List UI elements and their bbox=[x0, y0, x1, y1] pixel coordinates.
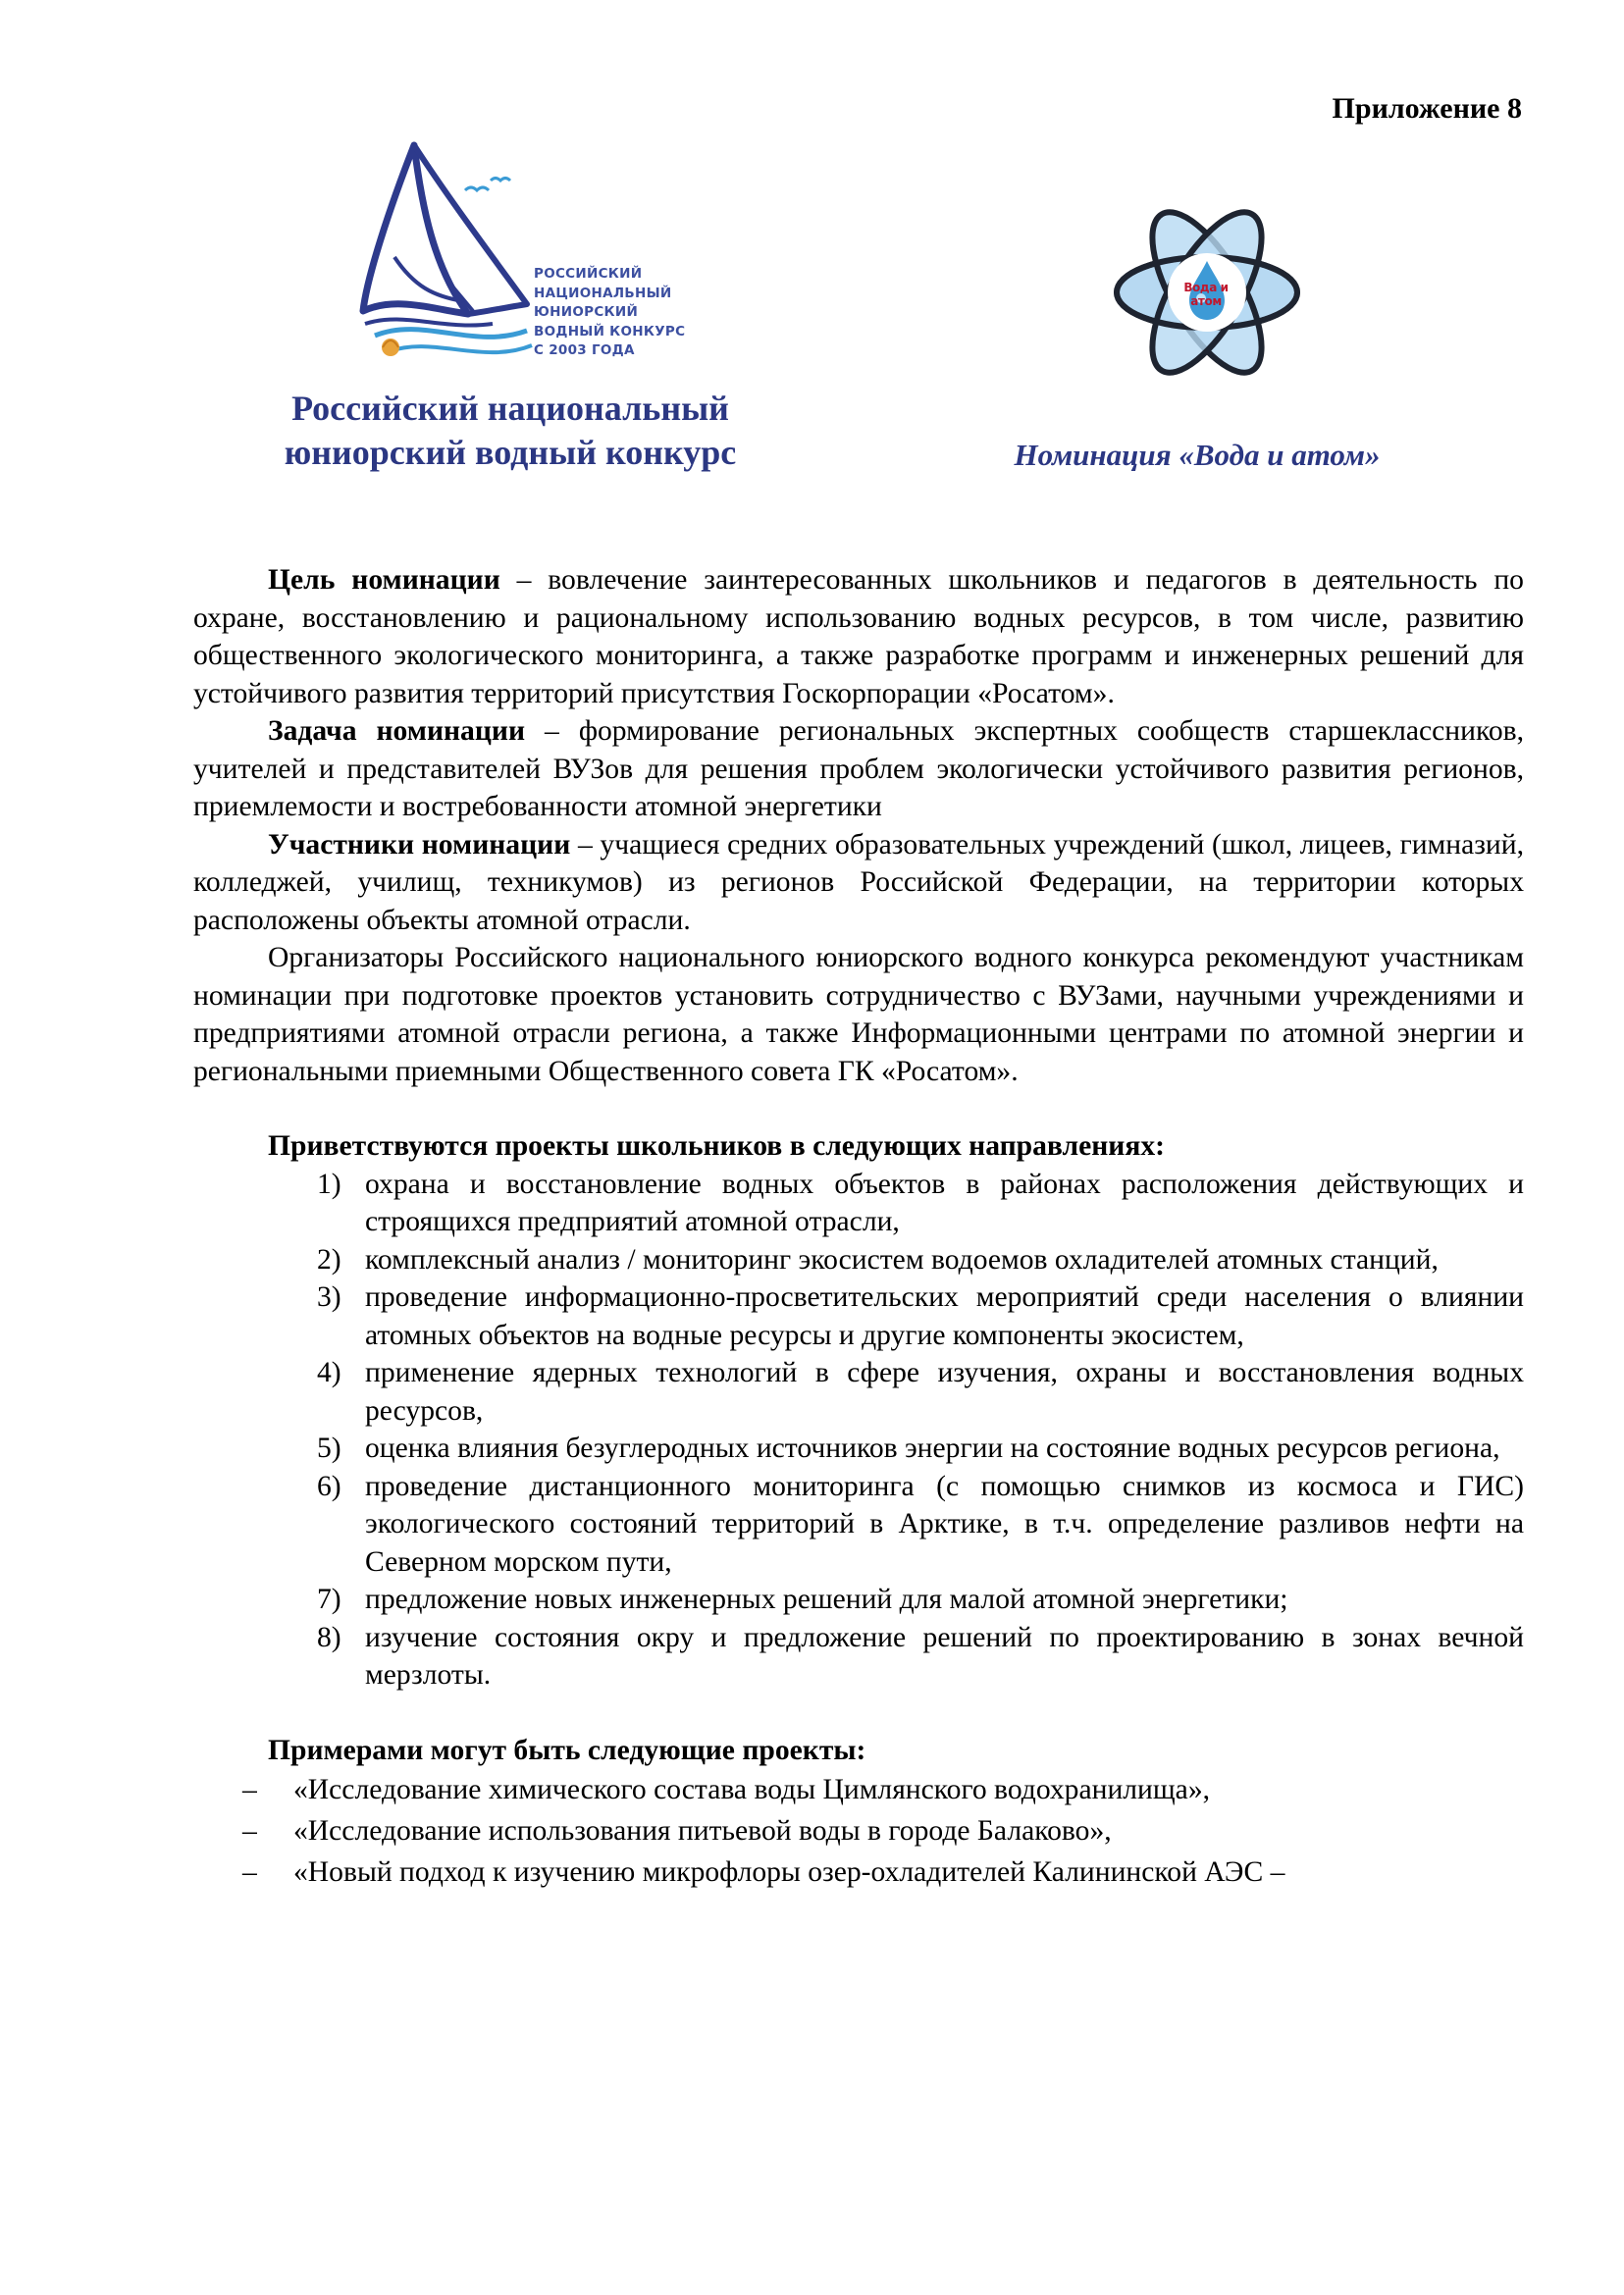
list-item bbox=[193, 1769, 1524, 1810]
list-item-number: 7) bbox=[317, 1584, 341, 1615]
list-item-text: предложение новых инженерных решений для малой атомной энергетики; bbox=[365, 1584, 1288, 1615]
list-item-number: 5) bbox=[317, 1433, 341, 1464]
paragraph-text: – вовлечение заинтересованных школьников и педагогов в деятельность по охране, восстановлению и рациональному использованию водных ресурсов, в том числе, развитию общественного экологического мониторинга, а также разработке программ и инженерных решений для устойчивого развития территорий присутствия Госкорпорации «Росатом». bbox=[193, 564, 1524, 709]
list-item-text: проведение информационно-просветительских мероприятий среди населения о влиянии атомных объектов на водные ресурсы и другие компоненты экосистем, bbox=[365, 1281, 1524, 1351]
paragraph-lead: Задача номинации bbox=[268, 715, 525, 747]
list-item bbox=[193, 1619, 1524, 1695]
dash-bullet-icon: – bbox=[242, 1774, 257, 1805]
contest-logo-text bbox=[534, 265, 685, 361]
list-item-number: 1) bbox=[317, 1168, 341, 1200]
list-item bbox=[193, 1278, 1524, 1354]
directions-list bbox=[193, 1166, 1524, 1695]
list-item-text: охрана и восстановление водных объектов в районах расположения действующих и строящихся предприятий атомной отрасли, bbox=[365, 1168, 1524, 1237]
nomination-title: Номинация «Вода и атом» bbox=[1014, 438, 1381, 472]
paragraph-lead: Участники номинации bbox=[268, 828, 571, 861]
logo-line: С 2003 ГОДА bbox=[534, 342, 635, 358]
list-item bbox=[193, 1430, 1524, 1468]
document-body bbox=[193, 561, 1524, 1893]
logo-line: НАЦИОНАЛЬНЫЙ bbox=[534, 285, 672, 301]
dash-bullet-icon: – bbox=[242, 1815, 257, 1847]
paragraph-organizers bbox=[193, 939, 1524, 1090]
list-item bbox=[193, 1354, 1524, 1430]
paragraph-participants bbox=[193, 826, 1524, 940]
organization-title-line: Российский национальный bbox=[291, 389, 729, 428]
paragraph-text: – учащиеся средних образовательных учреждений (школ, лицеев, гимназий, колледжей, училищ, техникумов) из регионов Российской Федерации, на территории которых расположены объекты атомной отрасли. bbox=[193, 828, 1525, 936]
list-item bbox=[193, 1810, 1524, 1852]
organization-title-line: юниорский водный конкурс bbox=[284, 433, 737, 472]
directions-heading: Приветствуются проекты школьников в следующих направлениях: bbox=[268, 1130, 1166, 1162]
dash-bullet-icon: – bbox=[242, 1856, 257, 1888]
list-item-text: комплексный анализ / мониторинг экосистем водоемов охладителей атомных станций, bbox=[365, 1243, 1439, 1276]
list-item-text: изучение состояния окру и предложение решений по проектированию в зонах вечной мерзлоты. bbox=[365, 1621, 1524, 1691]
paragraph-lead: Цель номинации bbox=[268, 564, 500, 596]
list-item-text: «Исследование химического состава воды Цимлянского водохранилища», bbox=[293, 1774, 1211, 1805]
list-item-text: «Новый подход к изучению микрофлоры озер-охладителей Калининской АЭС – bbox=[293, 1856, 1285, 1888]
list-item-number: 6) bbox=[317, 1470, 341, 1502]
examples-heading: Примерами могут быть следующие проекты: bbox=[268, 1734, 866, 1766]
paragraph-goal bbox=[193, 561, 1524, 712]
logo-line: РОССИЙСКИЙ bbox=[534, 266, 643, 282]
list-item bbox=[193, 1241, 1524, 1279]
list-item-text: оценка влияния безуглеродных источников энергии на состояние водных ресурсов региона, bbox=[365, 1433, 1500, 1464]
logo-line: ВОДНЫЙ КОНКУРС bbox=[534, 323, 686, 339]
list-item-text: «Исследование использования питьевой воды в городе Балаково», bbox=[293, 1815, 1112, 1847]
atom-logo-label: Вода и атом bbox=[1183, 281, 1229, 308]
examples-list bbox=[193, 1769, 1524, 1893]
appendix-label: Приложение 8 bbox=[1332, 92, 1522, 125]
contest-logo bbox=[355, 139, 686, 375]
paragraph-text: – формирование региональных экспертных сообществ старшеклассников, учителей и представителей ВУЗов для решения проблем экологически устойчивого развития регионов, приемлемости и востребованности атомной энергетики bbox=[193, 715, 1524, 822]
list-item-number: 3) bbox=[317, 1281, 341, 1313]
list-item-text: проведение дистанционного мониторинга (с помощью снимков из космоса и ГИС) экологического состояний территорий в Арктике, в т.ч. определение разливов нефти на Северном морском пути, bbox=[365, 1470, 1524, 1578]
list-item-number: 2) bbox=[317, 1243, 341, 1276]
list-item bbox=[193, 1581, 1524, 1619]
paragraph-text: Организаторы Российского национального юниорского водного конкурса рекомендуют участникам номинации при подготовке проектов установить сотрудничество с ВУЗами, научными учреждениями и предприятиями атомной отрасли региона, а также Информационными центрами по атомной энергии и региональными приемными Общественного совета ГК «Росатом». bbox=[193, 942, 1524, 1087]
water-atom-logo bbox=[1109, 206, 1305, 378]
organization-title bbox=[236, 387, 785, 475]
paragraph-task bbox=[193, 712, 1524, 826]
list-item bbox=[193, 1468, 1524, 1582]
list-item-number: 8) bbox=[317, 1621, 341, 1653]
list-item-number: 4) bbox=[317, 1357, 341, 1388]
list-item bbox=[193, 1166, 1524, 1241]
list-item bbox=[193, 1852, 1524, 1893]
logo-line: ЮНИОРСКИЙ bbox=[534, 304, 639, 320]
list-item-text: применение ядерных технологий в сфере изучения, охраны и восстановления водных ресурсов, bbox=[365, 1357, 1524, 1427]
